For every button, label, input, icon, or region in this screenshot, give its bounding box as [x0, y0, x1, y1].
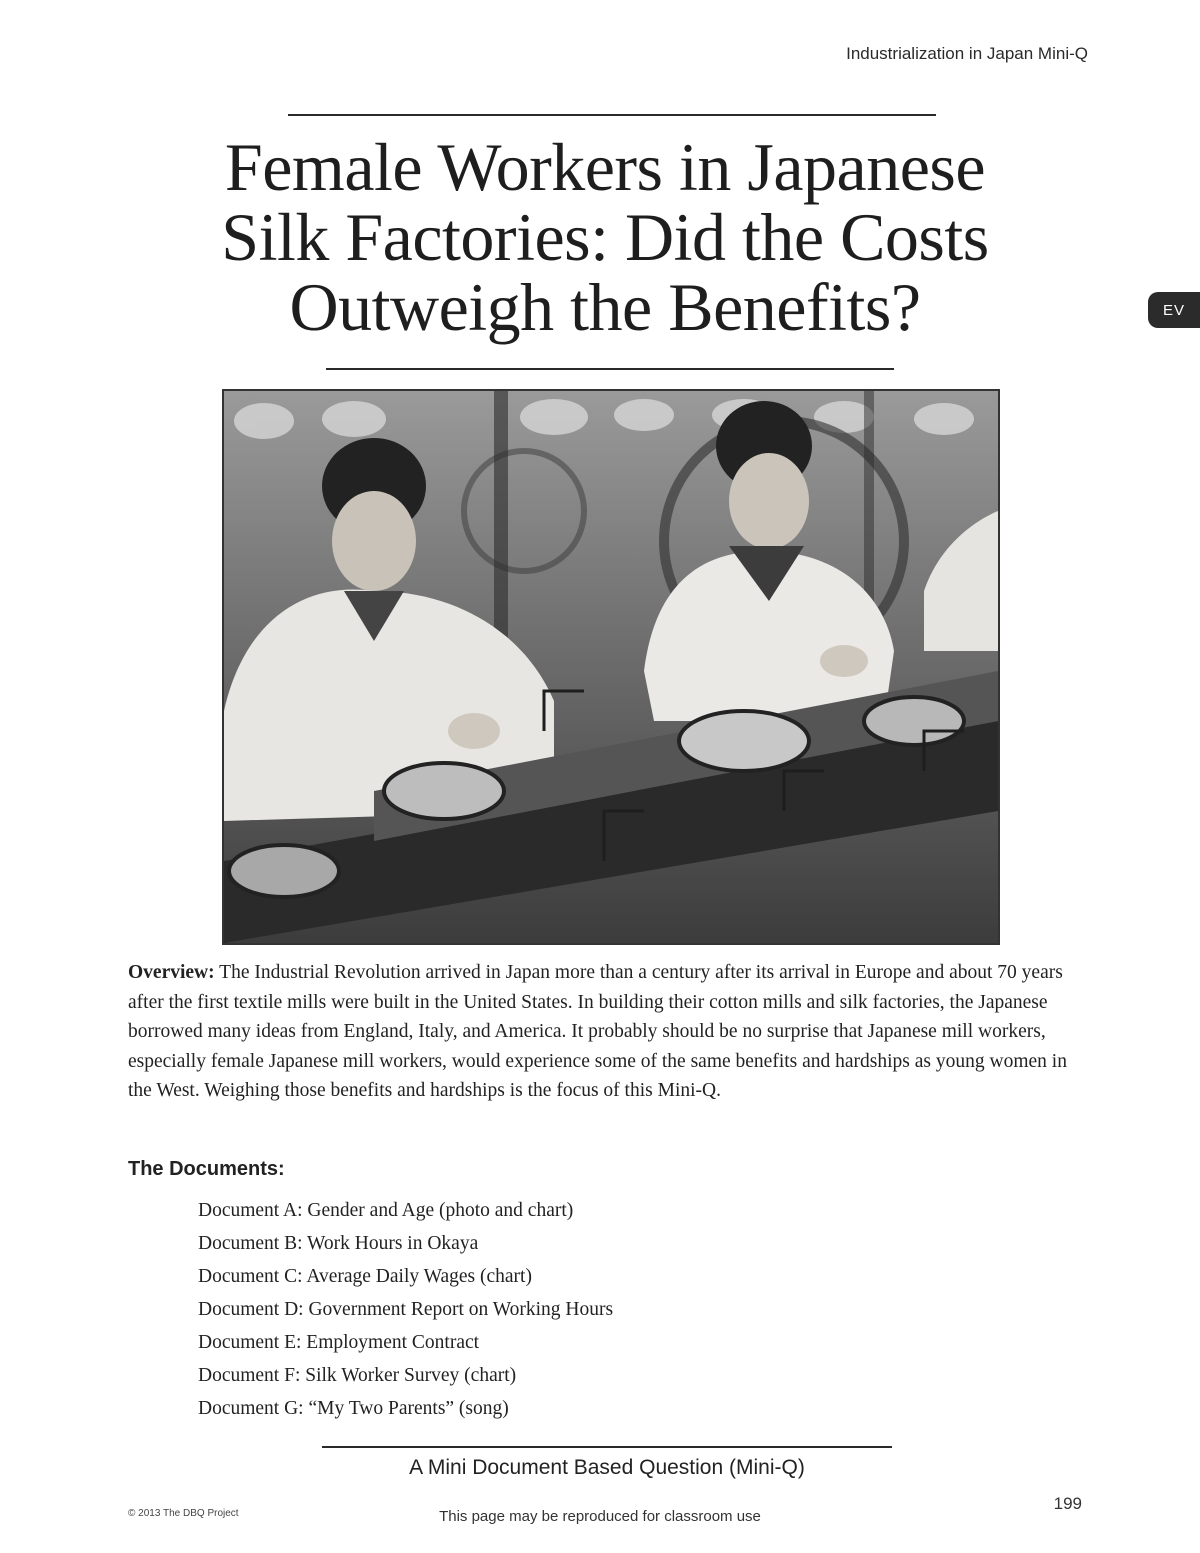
document-item-e: Document E: Employment Contract [198, 1332, 480, 1353]
mini-q-footer-title: A Mini Document Based Question (Mini-Q) [409, 1456, 805, 1479]
unit-label: Industrialization in Japan Mini-Q [846, 44, 1088, 63]
documents-list [198, 1194, 613, 1425]
document-item-c: Document C: Average Daily Wages (chart) [198, 1266, 532, 1287]
overview-paragraph [128, 958, 1073, 1106]
photo-icon [224, 391, 998, 943]
title-bottom-rule [326, 368, 894, 370]
overview-text: The Industrial Revolution arrived in Japan more than a century after its arrival in Europe and about 70 years after the first textile mills were built in the United States. In building their cotton mills and silk factories, the Japanese borrowed many ideas from England, Italy, and America. It probably should be no surprise that Japanese mill workers, especially female Japanese mill workers, would experience some of the same benefits and hardships as young women in the West. Weighing those benefits and hardships is the focus of this Mini-Q. [128, 962, 1067, 1101]
overview-label: Overview: [128, 962, 215, 983]
reproduction-note: This page may be reproduced for classroom use [439, 1508, 761, 1525]
document-item-a: Document A: Gender and Age (photo and chart) [198, 1200, 574, 1221]
copyright-notice: © 2013 The DBQ Project [128, 1508, 239, 1519]
page-number: 199 [1053, 1494, 1082, 1513]
document-item-d: Document D: Government Report on Working Hours [198, 1299, 614, 1320]
documents-heading: The Documents: [128, 1158, 285, 1180]
silk-factory-photo [222, 389, 1000, 945]
document-item-b: Document B: Work Hours in Okaya [198, 1233, 479, 1254]
title-line-2: Silk Factories: Did the Costs [221, 199, 989, 275]
title-top-rule [288, 114, 936, 116]
document-item-g: Document G: “My Two Parents” (song) [198, 1398, 509, 1419]
title-line-3: Outweigh the Benefits? [289, 269, 921, 345]
page-title [100, 129, 1110, 345]
title-line-1: Female Workers in Japanese [224, 129, 986, 205]
section-tab-ev: EV [1148, 292, 1200, 328]
document-item-f: Document F: Silk Worker Survey (chart) [198, 1365, 517, 1386]
footer-rule [322, 1446, 892, 1448]
